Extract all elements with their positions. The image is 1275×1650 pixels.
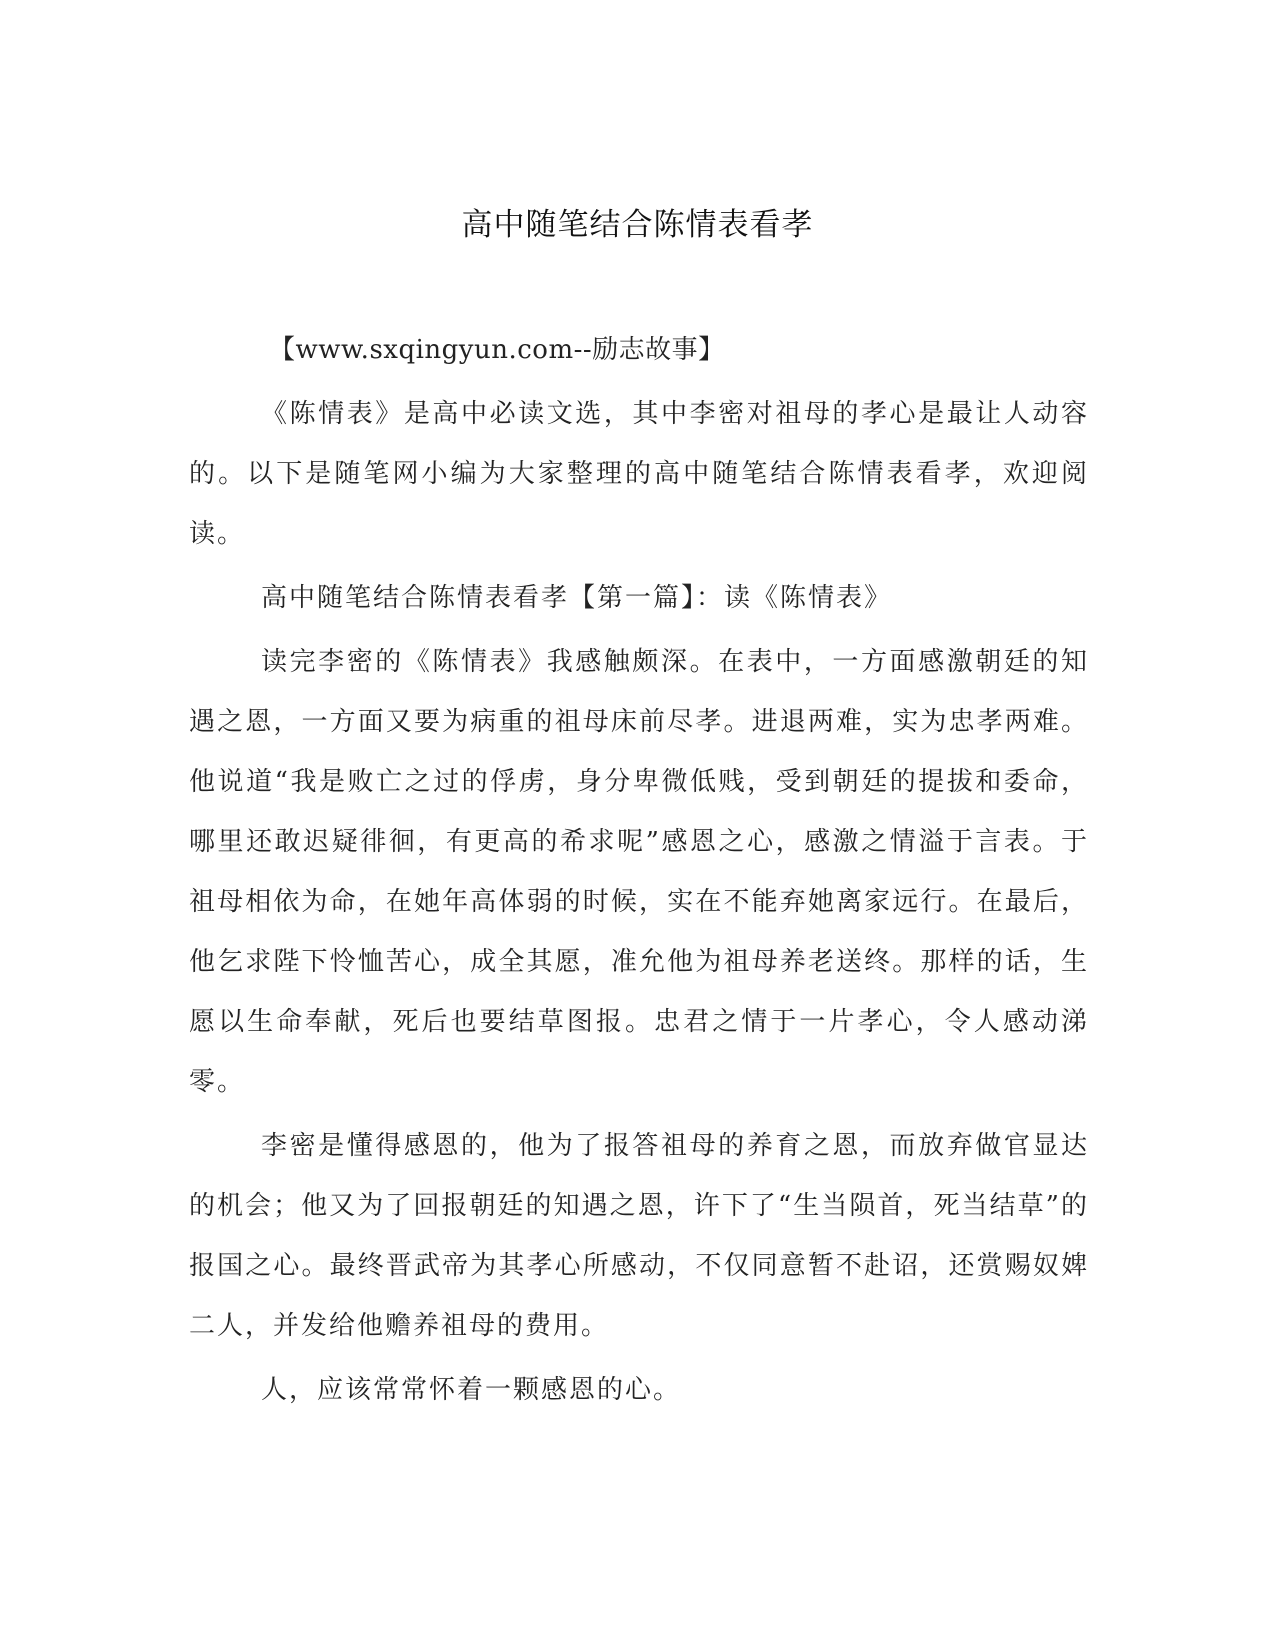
document-body xyxy=(189,320,1089,1424)
document-title: 高中随笔结合陈情表看孝 xyxy=(461,207,814,243)
paragraph-gratitude: 李密是懂得感恩的，他为了报答祖母的养育之恩，而放弃做官显达的机会；他又为了回报朝廷的知遇之恩，许下了“生当陨首，死当结草”的报国之心。最终晋武帝为其孝心所感动，不仅同意暂不赴诏，还赏赐奴婢二人，并发给他赡养祖母的费用。 xyxy=(189,1131,1089,1341)
paragraph-reflection: 读完李密的《陈情表》我感触颇深。在表中，一方面感激朝廷的知遇之恩，一方面又要为病重的祖母床前尽孝。进退两难，实为忠孝两难。他说道“我是败亡之过的俘虏，身分卑微低贱，受到朝廷的提拔和委命，哪里还敢迟疑徘徊，有更高的希求呢”感恩之心，感激之情溢于言表。于祖母相依为命，在她年高体弱的时候，实在不能弃她离家远行。在最后，他乞求陛下怜恤苦心，成全其愿，准允他为祖母养老送终。那样的话，生愿以生命奉献，死后也要结草图报。忠君之情于一片孝心，令人感动涕零。 xyxy=(189,647,1089,1097)
section-heading: 高中随笔结合陈情表看孝【第一篇】：读《陈情表》 xyxy=(261,583,893,613)
paragraph-conclusion: 人，应该常常怀着一颗感恩的心。 xyxy=(261,1375,682,1405)
source-line: 【www.sxqingyun.com--励志故事】 xyxy=(269,335,725,365)
paragraph-intro: 《陈情表》是高中必读文选，其中李密对祖母的孝心是最让人动容的。以下是随笔网小编为大家整理的高中随笔结合陈情表看孝，欢迎阅读。 xyxy=(189,399,1089,549)
